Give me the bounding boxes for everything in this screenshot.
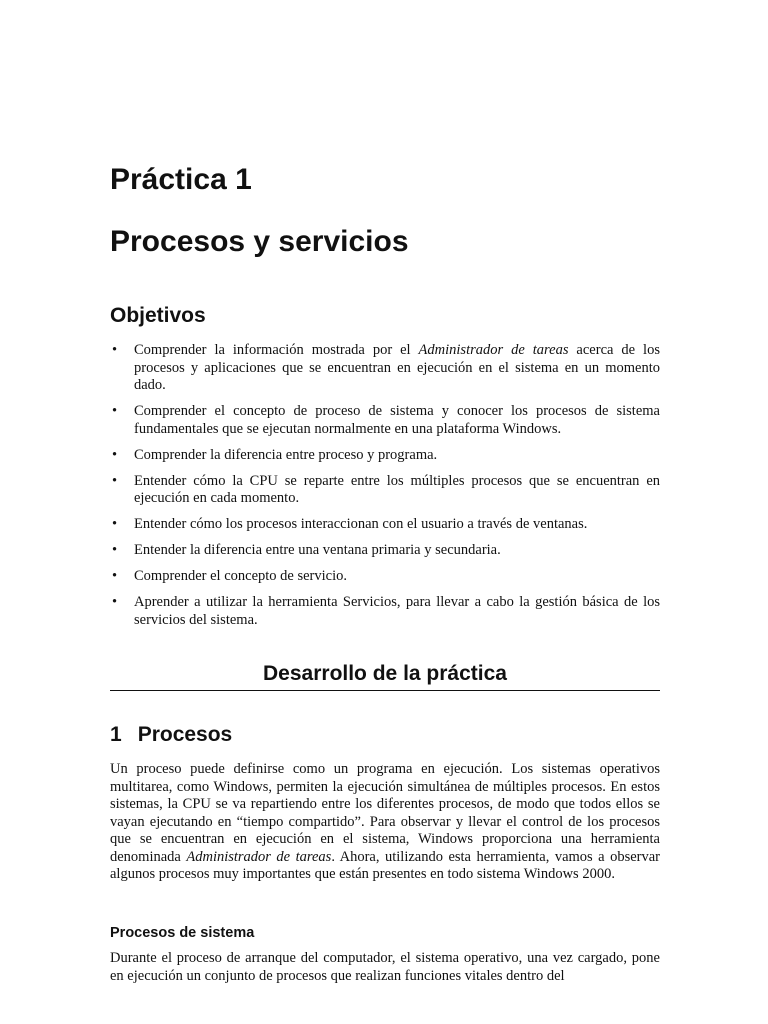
bullet-icon: • [112,472,118,489]
bullet-icon: • [112,403,118,419]
page-title: Procesos y servicios [110,225,409,258]
bullet-icon: • [112,568,118,584]
list-item: • Entender cómo los procesos interaccionan con el usuario a través de ventanas. [112,516,588,532]
bullet-icon: • [112,542,118,558]
body-paragraph: Durante el proceso de arranque del computador, el sistema operativo, una vez cargado, pone en ejecución un conjunto de procesos que realizan funciones vitales dentro del [110,950,660,984]
bullet-icon: • [112,594,118,610]
list-item: • Comprender la diferencia entre proceso y programa. [112,446,438,463]
chapter-title: Práctica 1 [110,163,252,196]
bullet-icon: • [112,342,118,358]
bullet-icon: • [112,446,118,463]
list-item: • Entender cómo la CPU se reparte entre los múltiples procesos que se encuentran en ejecución en cada momento. [112,472,660,506]
list-item: • Comprender la información mostrada por el Administrador de tareas acerca de los procesos y aplicaciones que se encuentran en ejecución en el sistema en un momento dado. [112,342,660,393]
divider [110,690,660,691]
objectives-heading: Objetivos [110,304,206,327]
list-item: • Comprender el concepto de proceso de sistema y conocer los procesos de sistema fundamentales que se ejecutan normalmente en una plataforma Windows. [112,403,660,437]
list-item: • Aprender a utilizar la herramienta Servicios, para llevar a cabo la gestión básica de los servicios del sistema. [112,594,660,628]
section-heading [110,720,232,750]
body-paragraph: Un proceso puede definirse como un programa en ejecución. Los sistemas operativos multitarea, como Windows, permiten la ejecución simultánea de múltiples procesos. En estos sistemas, la CPU se va repartiendo entre los diferentes procesos, de modo que todos ellos se vayan ejecutando en “tiempo compartido”. Para observar y llevar el control de los procesos que se encuentran en ejecución en el sistema, Windows proporciona una herramienta denominada Administrador de tareas. Ahora, utilizando esta herramienta, vamos a observar algunos procesos muy importantes que están presentes en todo sistema Windows 2000. [110,761,660,882]
development-heading: Desarrollo de la práctica [263,662,507,685]
section-title: Procesos [137,723,233,746]
section-number: 1 [110,723,122,746]
bullet-icon: • [112,516,118,532]
objectives-list [110,342,660,638]
list-item: • Comprender el concepto de servicio. [112,568,347,584]
subsection-heading: Procesos de sistema [110,925,255,941]
list-item: • Entender la diferencia entre una ventana primaria y secundaria. [112,542,501,558]
